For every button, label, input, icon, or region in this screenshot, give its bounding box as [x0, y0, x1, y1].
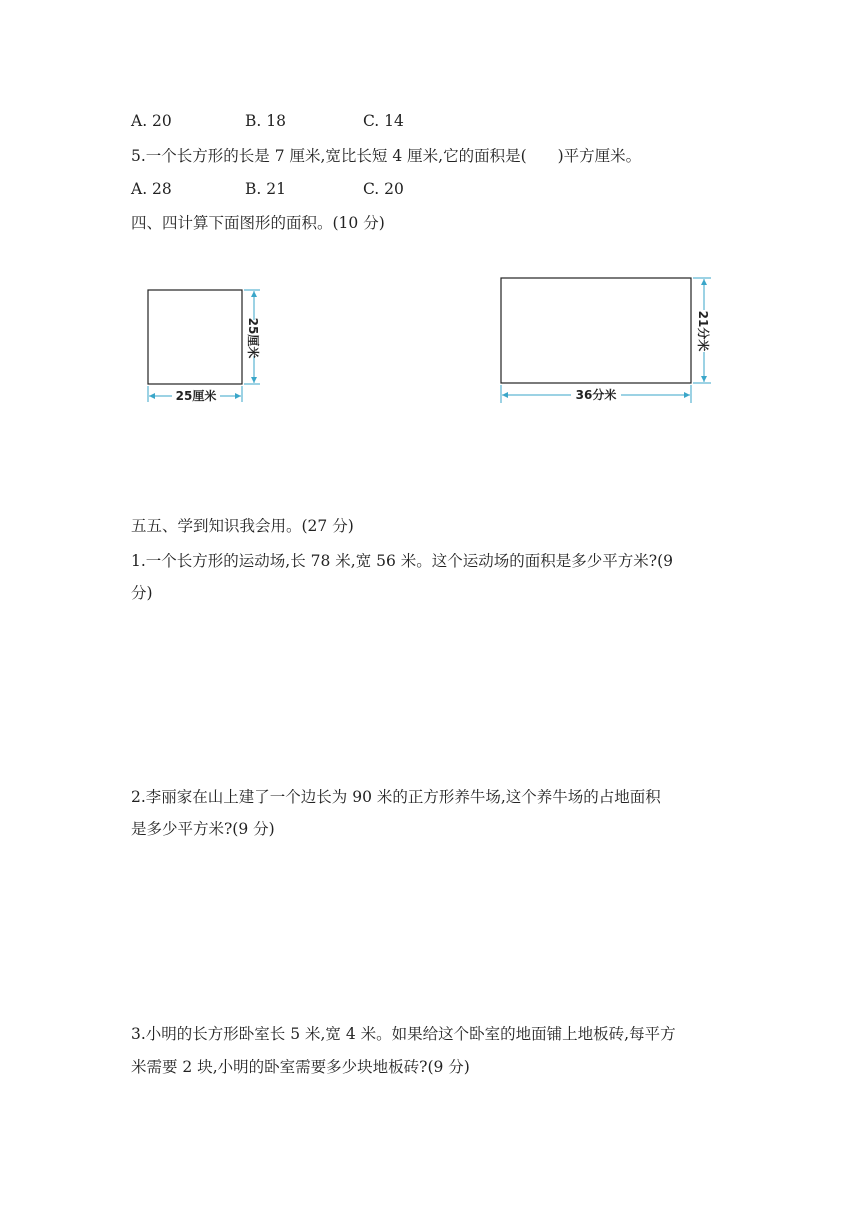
square-figure	[140, 282, 270, 407]
q4-option-a: A. 20	[131, 112, 172, 130]
square-width-label: 25厘米	[175, 389, 217, 403]
square-shape	[148, 290, 242, 384]
s5-q2-line2: 是多少平方米?(9 分)	[131, 820, 275, 838]
rectangle-height-label: 21分米	[696, 310, 710, 352]
section4-heading: 四、四计算下面图形的面积。(10 分)	[131, 214, 385, 232]
s5-q3-line2: 米需要 2 块,小明的卧室需要多少块地板砖?(9 分)	[131, 1058, 470, 1076]
s5-q3-line1: 3.小明的长方形卧室长 5 米,宽 4 米。如果给这个卧室的地面铺上地板砖,每平方	[131, 1025, 676, 1043]
q4-option-c: C. 14	[363, 112, 404, 130]
s5-q1-line1: 1.一个长方形的运动场,长 78 米,宽 56 米。这个运动场的面积是多少平方米?(9	[131, 552, 674, 570]
q5-option-a: A. 28	[131, 180, 172, 198]
q5-option-b: B. 21	[245, 180, 286, 198]
rectangle-width-label: 36分米	[575, 388, 617, 402]
s5-q2-line1: 2.李丽家在山上建了一个边长为 90 米的正方形养牛场,这个养牛场的占地面积	[131, 788, 661, 806]
s5-q1-line2: 分)	[131, 584, 153, 602]
rectangle-shape	[501, 278, 691, 383]
q5-option-c: C. 20	[363, 180, 404, 198]
q5-stem: 5.一个长方形的长是 7 厘米,宽比长短 4 厘米,它的面积是( )平方厘米。	[131, 147, 642, 165]
rectangle-figure	[493, 270, 723, 408]
section5-heading: 五五、学到知识我会用。(27 分)	[131, 517, 354, 535]
q4-option-b: B. 18	[245, 112, 286, 130]
square-height-label: 25厘米	[246, 317, 260, 359]
